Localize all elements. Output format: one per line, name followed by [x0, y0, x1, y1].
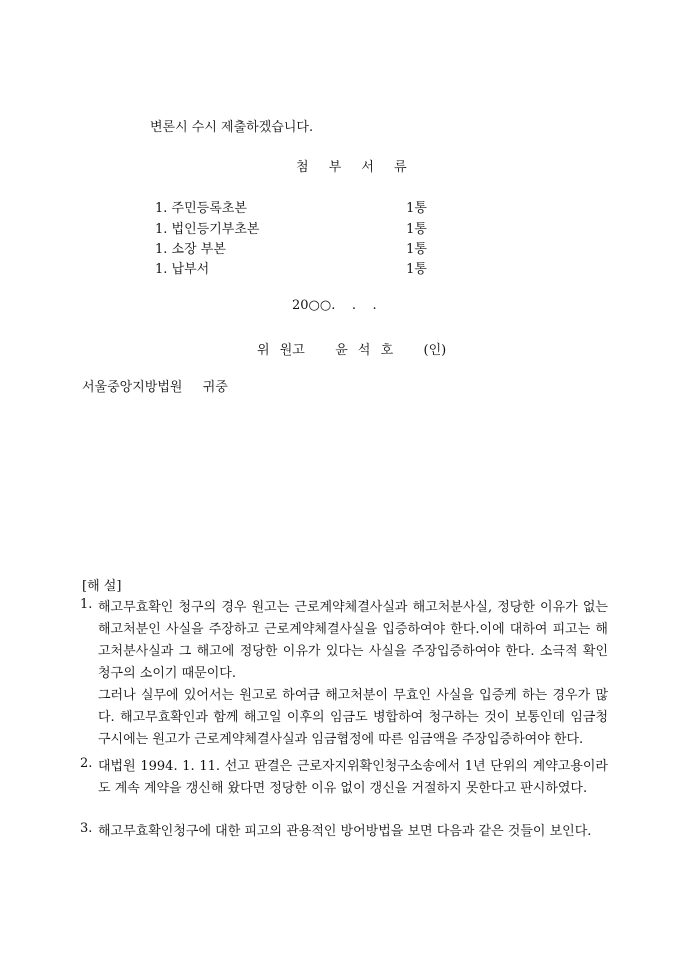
- note-paragraph: 해고무효확인 청구의 경우 원고는 근로계약체결사실과 해고처분사실, 정당한 이유가 없는 해고처분인 사실을 주장하고 근로계약체결사실을 입증하여야 한다.이에 대하여 피고는 해고처분사실과 그 해고에 정당한 이유가 있다는 사실을 주장입증하여야 한다. 소극적 확인청구의 소이기 때문이다.: [98, 600, 608, 681]
- filing-date: 20○○. . .: [292, 298, 377, 313]
- attachment-name: 1. 납부서: [155, 262, 210, 277]
- note-item: [80, 597, 608, 751]
- note-number: 1.: [80, 597, 93, 612]
- note-number: 3.: [80, 821, 93, 836]
- attachment-qty: 1통: [406, 242, 427, 257]
- attachment-name: 1. 주민등록초본: [155, 201, 247, 216]
- attachment-item: [155, 258, 427, 276]
- attachment-name: 1. 소장 부본: [155, 242, 226, 257]
- attachment-item: [155, 238, 427, 256]
- note-paragraph: 그러나 실무에 있어서는 원고로 하여금 해고처분이 무효인 사실을 입증케 하는 경우가 많다. 해고무효확인과 함께 해고일 이후의 임금도 병합하여 청구하는 것이 보통인데 임금청구시에는 원고가 근로계약체결사실과 임금협정에 따른 임금액을 주장입증하여야 한다.: [98, 688, 608, 747]
- attachment-item: [155, 197, 427, 215]
- intro-text: 변론시 수시 제출하겠습니다.: [150, 120, 314, 135]
- attachments-title: 첨 부 서 류: [296, 160, 409, 175]
- attachment-item: [155, 218, 427, 236]
- notes-heading: [해 설]: [82, 579, 122, 594]
- note-paragraph: 대법원 1994. 1. 11. 선고 판결은 근로자지위확인청구소송에서 1년 단위의 계약고용이라도 계속 계약을 갱신해 왔다면 정당한 이유 없이 갱신을 거절하지 못한다고 판시하였다.: [98, 759, 608, 796]
- note-item: [80, 756, 608, 800]
- note-paragraph: 해고무효확인청구에 대한 피고의 관용적인 방어방법을 보면 다음과 같은 것들이 보인다.: [98, 824, 592, 839]
- attachment-qty: 1통: [406, 222, 427, 237]
- attachment-qty: 1통: [406, 201, 427, 216]
- note-number: 2.: [80, 756, 93, 771]
- attachment-name: 1. 법인등기부초본: [155, 222, 260, 237]
- signer-line: 위 원고 윤 석 호 (인): [257, 343, 447, 358]
- note-item: [80, 821, 608, 843]
- attachment-qty: 1통: [406, 262, 427, 277]
- court-addressee: 서울중앙지방법원 귀중: [82, 380, 228, 395]
